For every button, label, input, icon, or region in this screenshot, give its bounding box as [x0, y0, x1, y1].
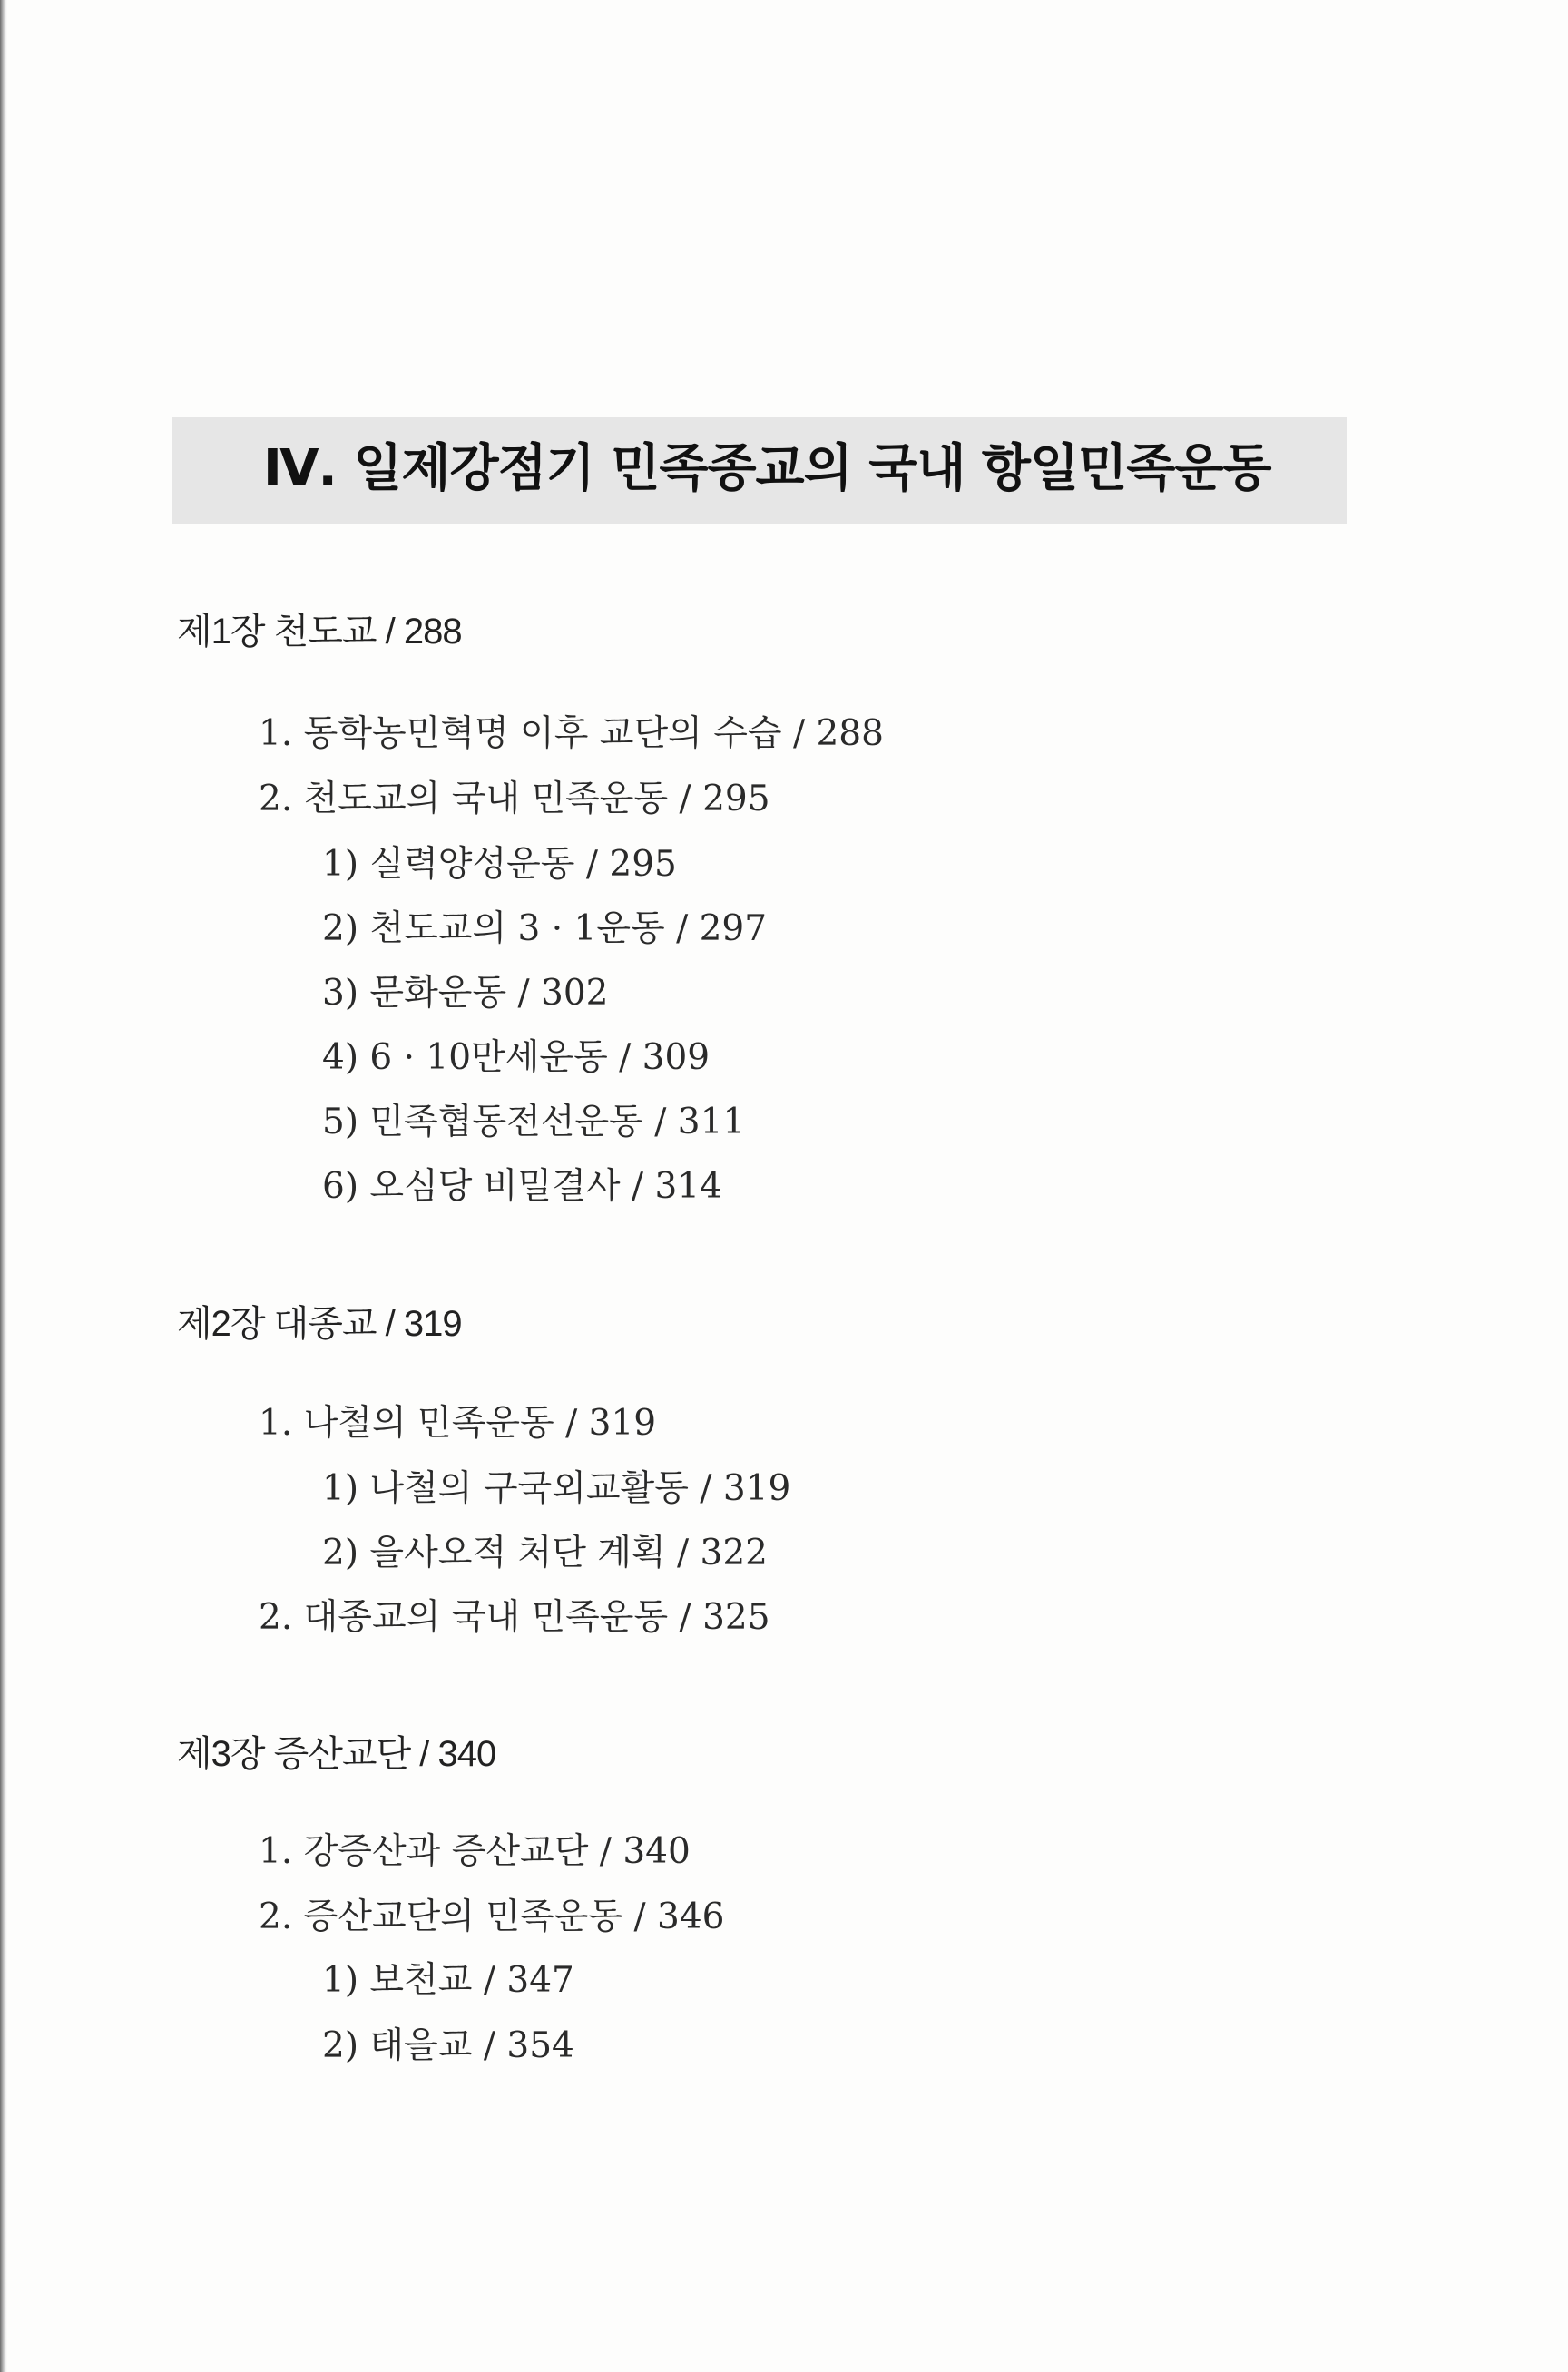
toc-entry: 1. 나철의 민족운동 / 319 [259, 1403, 657, 1444]
toc-subentry: 3) 문화운동 / 302 [322, 973, 609, 1014]
chapter-heading: 제2장 대종교 / 319 [177, 1304, 462, 1344]
toc-subentry: 6) 오심당 비밀결사 / 314 [322, 1166, 722, 1207]
part-title: Ⅳ. 일제강점기 민족종교의 국내 항일민족운동 [263, 439, 1271, 498]
toc-entry: 2. 대종교의 국내 민족운동 / 325 [259, 1597, 770, 1638]
toc-subentry: 1) 나철의 구국외교활동 / 319 [322, 1468, 791, 1509]
toc-subentry: 5) 민족협동전선운동 / 311 [322, 1102, 746, 1142]
toc-entry: 2. 증산교단의 민족운동 / 346 [259, 1897, 725, 1937]
toc-entry: 1. 강증산과 증산교단 / 340 [259, 1831, 691, 1872]
chapter-heading: 제1장 천도교 / 288 [177, 612, 462, 652]
toc-entry: 2. 천도교의 국내 민족운동 / 295 [259, 779, 770, 819]
toc-subentry: 4) 6 · 10만세운동 / 309 [322, 1037, 710, 1078]
part-title-banner [172, 417, 1348, 524]
toc-subentry: 2) 태을교 / 354 [322, 2025, 574, 2066]
chapter-heading: 제3장 증산교단 / 340 [177, 1734, 496, 1774]
toc-subentry: 2) 천도교의 3 · 1운동 / 297 [322, 908, 768, 949]
page-binding-edge [0, 0, 7, 2372]
toc-subentry: 1) 보천교 / 347 [322, 1960, 574, 2001]
toc-subentry: 1) 실력양성운동 / 295 [322, 844, 677, 885]
toc-entry: 1. 동학농민혁명 이후 교단의 수습 / 288 [259, 713, 884, 754]
toc-subentry: 2) 을사오적 처단 계획 / 322 [322, 1533, 768, 1573]
